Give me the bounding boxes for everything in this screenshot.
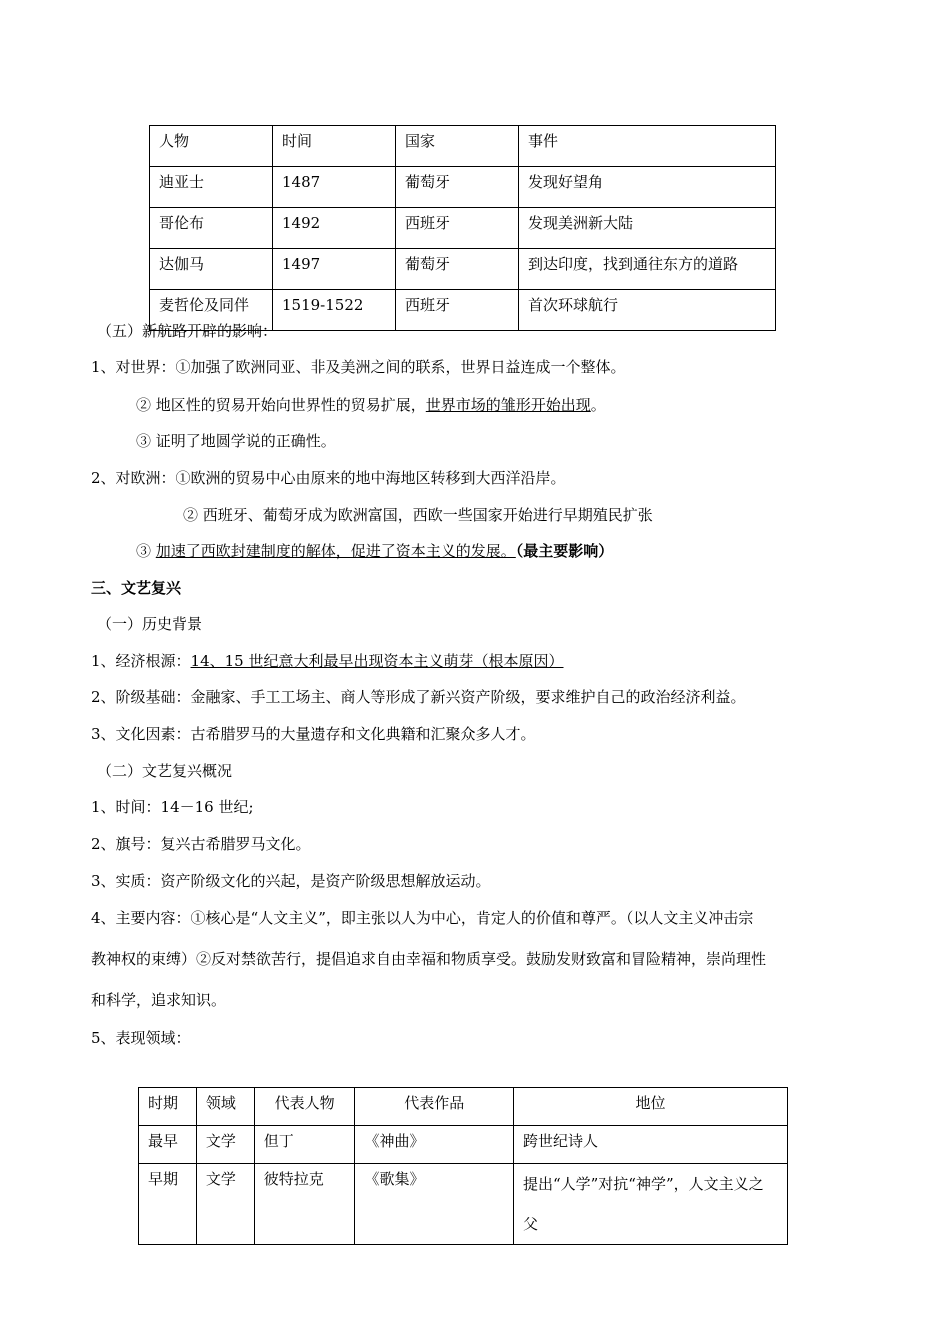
table-cell: 西班牙 bbox=[396, 208, 519, 249]
table-cell: 1492 bbox=[273, 208, 396, 249]
table-cell: 达伽马 bbox=[150, 249, 273, 290]
table-cell: 到达印度，找到通往东方的道路 bbox=[519, 249, 776, 290]
impact-europe-2: ② 西班牙、葡萄牙成为欧洲富国，西欧一些国家开始进行早期殖民扩张 bbox=[183, 506, 653, 524]
table-row bbox=[139, 1164, 788, 1245]
table-cell: 跨世纪诗人 bbox=[513, 1126, 787, 1164]
table-cell: 最早 bbox=[139, 1126, 197, 1164]
table-cell: 首次环球航行 bbox=[519, 290, 776, 331]
table-cell: 《歌集》 bbox=[355, 1164, 514, 1245]
overview-item-4-line2: 教神权的束缚）②反对禁欲苦行，提倡追求自由幸福和物质享受。鼓励发财致富和冒险精神，崇尚理性 bbox=[91, 950, 767, 968]
table-cell: 《神曲》 bbox=[355, 1126, 514, 1164]
table-row bbox=[139, 1126, 788, 1164]
table-cell: 但丁 bbox=[254, 1126, 355, 1164]
bg-item-2: 2、阶级基础：金融家、手工工场主、商人等形成了新兴资产阶级，要求维护自己的政治经济利益。 bbox=[91, 688, 746, 706]
voyage-table bbox=[149, 125, 776, 331]
underlined-text: 加速了西欧封建制度的解体，促进了资本主义的发展。 bbox=[155, 542, 516, 560]
impact-world-1: 1、对世界：①加强了欧洲同亚、非及美洲之间的联系，世界日益连成一个整体。 bbox=[91, 358, 626, 376]
impact-europe-1: 2、对欧洲：①欧洲的贸易中心由原来的地中海地区转移到大西洋沿岸。 bbox=[91, 469, 566, 487]
header-cell: 时间 bbox=[273, 126, 396, 167]
bg-heading: （一）历史背景 bbox=[97, 615, 203, 633]
overview-item-5: 5、表现领域： bbox=[91, 1029, 191, 1047]
overview-item-3: 3、实质：资产阶级文化的兴起，是资产阶级思想解放运动。 bbox=[91, 872, 491, 890]
table-cell: 1487 bbox=[273, 167, 396, 208]
header-cell: 事件 bbox=[519, 126, 776, 167]
underlined-text: 14、15 世纪意大利最早出现资本主义萌芽（根本原因） bbox=[190, 652, 564, 670]
bg-item-3: 3、文化因素：古希腊罗马的大量遗存和文化典籍和汇聚众多人才。 bbox=[91, 725, 536, 743]
table-cell: 西班牙 bbox=[396, 290, 519, 331]
header-cell: 代表人物 bbox=[254, 1088, 355, 1126]
header-cell: 时期 bbox=[139, 1088, 197, 1126]
table-cell: 早期 bbox=[139, 1164, 197, 1245]
table-cell: 1519-1522 bbox=[273, 290, 396, 331]
table-cell: 哥伦布 bbox=[150, 208, 273, 249]
header-cell: 地位 bbox=[513, 1088, 787, 1126]
text-span: 。 bbox=[590, 396, 606, 414]
impact-world-2 bbox=[136, 394, 606, 416]
table-cell: 葡萄牙 bbox=[396, 167, 519, 208]
table-cell: 迪亚士 bbox=[150, 167, 273, 208]
table-cell: 发现好望角 bbox=[519, 167, 776, 208]
overview-item-1: 1、时间：14－16 世纪; bbox=[91, 798, 254, 816]
overview-item-4-line1: 4、主要内容：①核心是“人文主义”，即主张以人为中心，肯定人的价值和尊严。（以人文主义冲击宗 bbox=[91, 909, 754, 927]
underlined-text: 世界市场的雏形开始出现 bbox=[425, 396, 591, 414]
header-cell: 代表作品 bbox=[355, 1088, 514, 1126]
table-cell: 彼特拉克 bbox=[254, 1164, 355, 1245]
header-cell: 国家 bbox=[396, 126, 519, 167]
table-row bbox=[150, 249, 776, 290]
table-cell: 发现美洲新大陆 bbox=[519, 208, 776, 249]
overview-item-4-line3: 和科学，追求知识。 bbox=[91, 991, 227, 1009]
bold-text: （最主要影响） bbox=[515, 542, 614, 560]
section-title: 三、文艺复兴 bbox=[91, 579, 182, 597]
impact-world-3: ③ 证明了地圆学说的正确性。 bbox=[136, 432, 336, 450]
renaissance-table bbox=[138, 1087, 788, 1245]
table-cell: 文学 bbox=[196, 1126, 254, 1164]
bg-item-1 bbox=[91, 650, 564, 672]
text-span: 1、经济根源： bbox=[91, 652, 191, 670]
header-cell: 领域 bbox=[196, 1088, 254, 1126]
table-header-row bbox=[150, 126, 776, 167]
table-row bbox=[150, 167, 776, 208]
impact-heading: （五）新航路开辟的影响： bbox=[97, 322, 278, 340]
table-cell: 提出“人学”对抗“神学”，人文主义之父 bbox=[513, 1164, 787, 1245]
overview-item-2: 2、旗号：复兴古希腊罗马文化。 bbox=[91, 835, 311, 853]
text-span: ③ bbox=[136, 542, 156, 560]
table-cell: 1497 bbox=[273, 249, 396, 290]
table-header-row bbox=[139, 1088, 788, 1126]
text-span: ② 地区性的贸易开始向世界性的贸易扩展， bbox=[136, 396, 426, 414]
overview-heading: （二）文艺复兴概况 bbox=[97, 762, 233, 780]
table-row bbox=[150, 208, 776, 249]
impact-europe-3 bbox=[136, 540, 613, 562]
table-cell: 文学 bbox=[196, 1164, 254, 1245]
table-cell: 麦哲伦及同伴 bbox=[150, 290, 273, 331]
header-cell: 人物 bbox=[150, 126, 273, 167]
table-cell: 葡萄牙 bbox=[396, 249, 519, 290]
